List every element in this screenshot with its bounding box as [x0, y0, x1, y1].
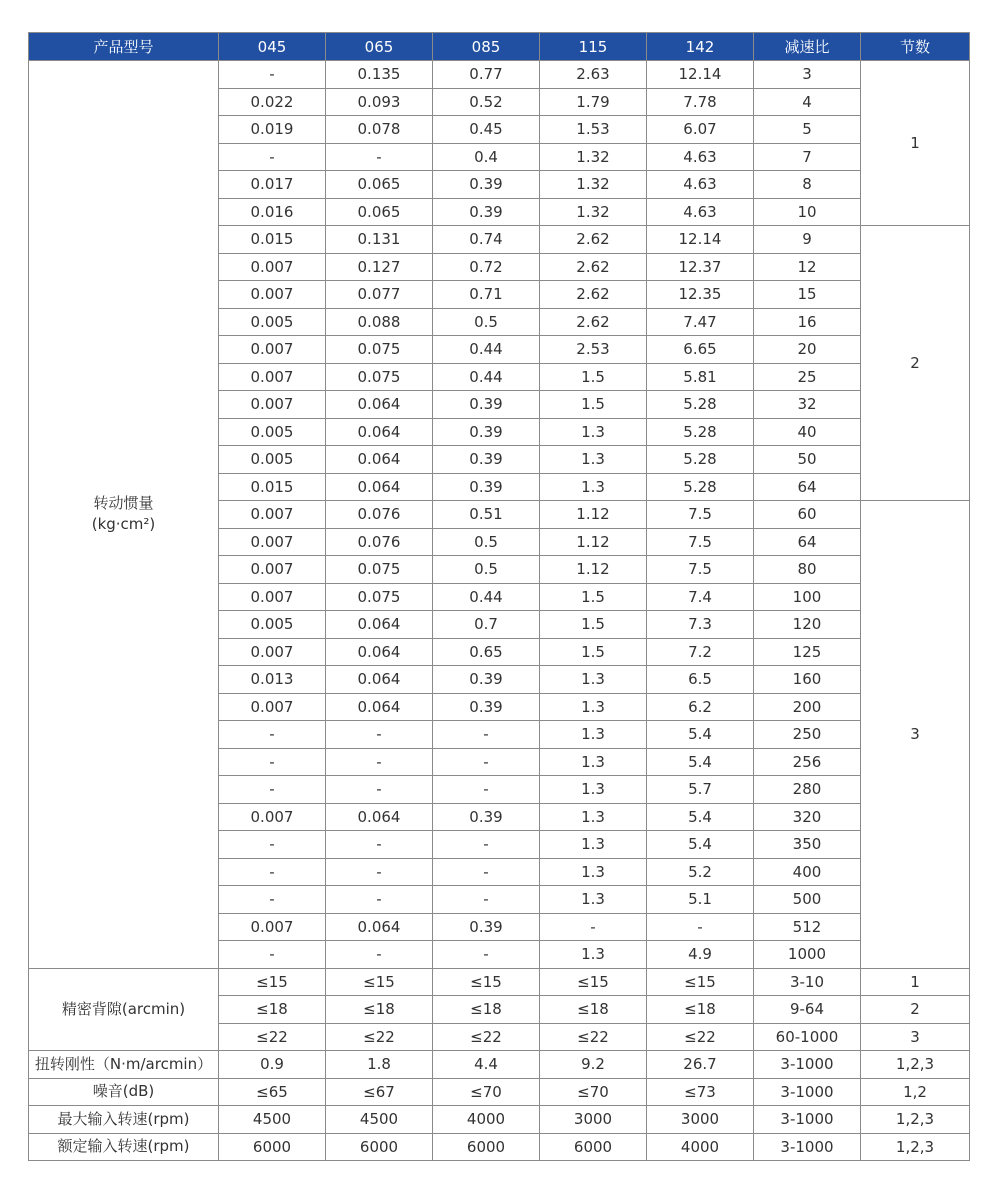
inertia-value-065: - [326, 886, 433, 914]
stage-value: 1 [861, 968, 970, 996]
header-model-065: 065 [326, 33, 433, 61]
inertia-value-045: 0.016 [219, 198, 326, 226]
ratio-value: 60 [754, 501, 861, 529]
inertia-value-085: 0.71 [433, 281, 540, 309]
header-model-115: 115 [540, 33, 647, 61]
ratio-value: 400 [754, 858, 861, 886]
inertia-value-115: 2.62 [540, 253, 647, 281]
inertia-value-115: 2.63 [540, 61, 647, 89]
inertia-value-115: 1.3 [540, 831, 647, 859]
inertia-value-142: 7.4 [647, 583, 754, 611]
inertia-value-085: 0.39 [433, 418, 540, 446]
inertia-value-142: 5.28 [647, 446, 754, 474]
backlash-value-142: ≤15 [647, 968, 754, 996]
inertia-value-045: 0.007 [219, 528, 326, 556]
inertia-label: 转动惯量 [93, 494, 154, 513]
spec-table [28, 32, 970, 1161]
inertia-value-142: 7.5 [647, 528, 754, 556]
inertia-value-115: 1.79 [540, 88, 647, 116]
inertia-value-065: - [326, 858, 433, 886]
inertia-value-085: - [433, 776, 540, 804]
inertia-value-085: 0.65 [433, 638, 540, 666]
ratio-value: 1000 [754, 941, 861, 969]
inertia-value-085: 0.39 [433, 446, 540, 474]
inertia-value-115: 1.3 [540, 941, 647, 969]
inertia-value-085: - [433, 858, 540, 886]
inertia-value-085: 0.39 [433, 391, 540, 419]
stage-value: 3 [861, 501, 970, 969]
ratio-value: 32 [754, 391, 861, 419]
spec-value-142: 26.7 [647, 1051, 754, 1079]
backlash-value-115: ≤18 [540, 996, 647, 1024]
spec-value-142: ≤73 [647, 1078, 754, 1106]
ratio-value: 500 [754, 886, 861, 914]
table-row [29, 1051, 970, 1079]
inertia-value-085: 0.45 [433, 116, 540, 144]
table-row [29, 61, 970, 89]
inertia-value-065: 0.131 [326, 226, 433, 254]
inertia-value-065: 0.078 [326, 116, 433, 144]
inertia-value-085: 0.39 [433, 693, 540, 721]
header-model-045: 045 [219, 33, 326, 61]
inertia-value-065: 0.075 [326, 363, 433, 391]
inertia-value-142: 5.4 [647, 803, 754, 831]
inertia-value-142: 7.3 [647, 611, 754, 639]
table-row [29, 1133, 970, 1161]
inertia-value-065: 0.076 [326, 528, 433, 556]
inertia-value-085: 0.52 [433, 88, 540, 116]
inertia-value-065: 0.093 [326, 88, 433, 116]
inertia-value-142: 4.9 [647, 941, 754, 969]
ratio-value: 50 [754, 446, 861, 474]
backlash-value-085: ≤15 [433, 968, 540, 996]
inertia-value-115: 2.62 [540, 226, 647, 254]
inertia-value-045: 0.007 [219, 336, 326, 364]
inertia-value-115: 1.53 [540, 116, 647, 144]
inertia-value-045: 0.007 [219, 281, 326, 309]
backlash-value-115: ≤15 [540, 968, 647, 996]
inertia-value-065: 0.064 [326, 446, 433, 474]
inertia-value-115: 1.3 [540, 693, 647, 721]
inertia-value-085: 0.44 [433, 363, 540, 391]
inertia-value-115: 1.3 [540, 473, 647, 501]
ratio-value: 280 [754, 776, 861, 804]
spec-value-065: ≤67 [326, 1078, 433, 1106]
ratio-value: 100 [754, 583, 861, 611]
inertia-value-142: 6.5 [647, 666, 754, 694]
inertia-value-142: 4.63 [647, 143, 754, 171]
inertia-value-085: 0.39 [433, 666, 540, 694]
inertia-value-085: - [433, 886, 540, 914]
spec-value-085: ≤70 [433, 1078, 540, 1106]
ratio-value: 12 [754, 253, 861, 281]
inertia-value-142: 6.2 [647, 693, 754, 721]
backlash-value-045: ≤15 [219, 968, 326, 996]
ratio-value: 64 [754, 528, 861, 556]
spec-value-065: 1.8 [326, 1051, 433, 1079]
inertia-value-142: 6.07 [647, 116, 754, 144]
spec-label: 噪音(dB) [29, 1078, 219, 1106]
inertia-value-065: - [326, 776, 433, 804]
backlash-value-065: ≤15 [326, 968, 433, 996]
inertia-value-142: 5.4 [647, 721, 754, 749]
inertia-value-045: 0.007 [219, 556, 326, 584]
stage-value: 2 [861, 996, 970, 1024]
spec-value-065: 6000 [326, 1133, 433, 1161]
spec-label: 额定输入转速(rpm) [29, 1133, 219, 1161]
inertia-value-045: 0.007 [219, 363, 326, 391]
inertia-value-085: 0.4 [433, 143, 540, 171]
spec-value-142: 4000 [647, 1133, 754, 1161]
ratio-value: 3-10 [754, 968, 861, 996]
ratio-value: 64 [754, 473, 861, 501]
backlash-value-115: ≤22 [540, 1023, 647, 1051]
inertia-value-085: - [433, 941, 540, 969]
inertia-value-065: 0.064 [326, 666, 433, 694]
inertia-value-142: 7.2 [647, 638, 754, 666]
inertia-value-065: 0.064 [326, 693, 433, 721]
inertia-value-142: 7.47 [647, 308, 754, 336]
ratio-value: 5 [754, 116, 861, 144]
spec-value-142: 3000 [647, 1106, 754, 1134]
ratio-value: 80 [754, 556, 861, 584]
backlash-value-065: ≤18 [326, 996, 433, 1024]
inertia-value-085: 0.7 [433, 611, 540, 639]
inertia-value-045: - [219, 831, 326, 859]
inertia-value-045: 0.007 [219, 501, 326, 529]
spec-value-045: ≤65 [219, 1078, 326, 1106]
ratio-value: 3-1000 [754, 1106, 861, 1134]
inertia-value-045: - [219, 886, 326, 914]
inertia-value-065: 0.064 [326, 638, 433, 666]
inertia-value-115: 1.32 [540, 143, 647, 171]
backlash-value-065: ≤22 [326, 1023, 433, 1051]
ratio-value: 512 [754, 913, 861, 941]
ratio-value: 125 [754, 638, 861, 666]
inertia-value-045: 0.015 [219, 473, 326, 501]
inertia-value-065: - [326, 831, 433, 859]
inertia-value-115: 1.3 [540, 418, 647, 446]
ratio-value: 20 [754, 336, 861, 364]
inertia-value-142: 7.5 [647, 556, 754, 584]
stage-value: 2 [861, 226, 970, 501]
spec-value-045: 4500 [219, 1106, 326, 1134]
inertia-value-045: 0.007 [219, 638, 326, 666]
backlash-value-085: ≤18 [433, 996, 540, 1024]
stage-value: 1,2,3 [861, 1106, 970, 1134]
inertia-value-142: 5.1 [647, 886, 754, 914]
inertia-value-045: 0.022 [219, 88, 326, 116]
header-model-085: 085 [433, 33, 540, 61]
header-product-model: 产品型号 [29, 33, 219, 61]
inertia-value-085: 0.39 [433, 198, 540, 226]
inertia-value-142: 12.37 [647, 253, 754, 281]
inertia-value-065: - [326, 721, 433, 749]
ratio-value: 160 [754, 666, 861, 694]
inertia-value-045: - [219, 858, 326, 886]
inertia-value-065: 0.127 [326, 253, 433, 281]
inertia-value-045: 0.007 [219, 253, 326, 281]
inertia-value-142: 7.5 [647, 501, 754, 529]
backlash-value-142: ≤22 [647, 1023, 754, 1051]
inertia-value-085: 0.77 [433, 61, 540, 89]
inertia-value-115: 1.12 [540, 501, 647, 529]
inertia-value-065: 0.135 [326, 61, 433, 89]
inertia-value-045: 0.007 [219, 693, 326, 721]
ratio-value: 350 [754, 831, 861, 859]
inertia-value-115: 1.32 [540, 171, 647, 199]
ratio-value: 40 [754, 418, 861, 446]
inertia-value-115: 1.3 [540, 446, 647, 474]
table-body [29, 61, 970, 1161]
inertia-value-142: 5.4 [647, 748, 754, 776]
inertia-value-115: 1.3 [540, 776, 647, 804]
inertia-label-cell [29, 61, 219, 969]
inertia-value-142: 4.63 [647, 171, 754, 199]
ratio-value: 256 [754, 748, 861, 776]
inertia-value-065: 0.076 [326, 501, 433, 529]
inertia-value-045: 0.017 [219, 171, 326, 199]
stage-value: 1 [861, 61, 970, 226]
inertia-value-142: - [647, 913, 754, 941]
backlash-value-142: ≤18 [647, 996, 754, 1024]
inertia-value-045: 0.007 [219, 391, 326, 419]
ratio-value: 3-1000 [754, 1078, 861, 1106]
inertia-value-045: - [219, 941, 326, 969]
inertia-value-115: 1.3 [540, 721, 647, 749]
inertia-value-085: 0.39 [433, 803, 540, 831]
inertia-value-142: 5.7 [647, 776, 754, 804]
inertia-value-085: 0.44 [433, 336, 540, 364]
header-stages: 节数 [861, 33, 970, 61]
inertia-value-115: 1.3 [540, 858, 647, 886]
inertia-value-045: 0.007 [219, 803, 326, 831]
ratio-value: 3-1000 [754, 1051, 861, 1079]
header-row [29, 33, 970, 61]
table-row [29, 1078, 970, 1106]
inertia-value-045: - [219, 143, 326, 171]
inertia-value-085: 0.5 [433, 556, 540, 584]
ratio-value: 120 [754, 611, 861, 639]
spec-value-085: 4.4 [433, 1051, 540, 1079]
inertia-value-065: - [326, 748, 433, 776]
inertia-value-115: 1.3 [540, 666, 647, 694]
inertia-value-115: 1.5 [540, 363, 647, 391]
inertia-unit: (kg·cm²) [91, 515, 156, 534]
inertia-value-045: 0.015 [219, 226, 326, 254]
stage-value: 1,2,3 [861, 1133, 970, 1161]
inertia-value-085: 0.72 [433, 253, 540, 281]
inertia-value-085: 0.5 [433, 528, 540, 556]
inertia-value-085: - [433, 748, 540, 776]
backlash-label: 精密背隙(arcmin) [29, 968, 219, 1051]
ratio-value: 15 [754, 281, 861, 309]
inertia-value-115: - [540, 913, 647, 941]
inertia-value-142: 5.28 [647, 473, 754, 501]
backlash-value-045: ≤18 [219, 996, 326, 1024]
inertia-value-115: 1.5 [540, 583, 647, 611]
spec-value-115: 6000 [540, 1133, 647, 1161]
ratio-value: 320 [754, 803, 861, 831]
inertia-value-065: 0.064 [326, 391, 433, 419]
inertia-value-085: - [433, 831, 540, 859]
inertia-value-045: - [219, 748, 326, 776]
inertia-value-115: 1.3 [540, 748, 647, 776]
inertia-value-065: 0.075 [326, 556, 433, 584]
spec-value-115: 3000 [540, 1106, 647, 1134]
ratio-value: 16 [754, 308, 861, 336]
inertia-value-115: 2.62 [540, 308, 647, 336]
stage-value: 1,2 [861, 1078, 970, 1106]
ratio-value: 3-1000 [754, 1133, 861, 1161]
inertia-value-085: - [433, 721, 540, 749]
inertia-value-085: 0.39 [433, 473, 540, 501]
spec-value-045: 0.9 [219, 1051, 326, 1079]
inertia-value-045: 0.005 [219, 611, 326, 639]
inertia-value-115: 1.5 [540, 638, 647, 666]
inertia-value-142: 12.35 [647, 281, 754, 309]
inertia-value-065: 0.064 [326, 913, 433, 941]
spec-label: 扭转刚性（N·m/arcmin） [29, 1051, 219, 1079]
inertia-value-065: 0.065 [326, 171, 433, 199]
inertia-value-045: - [219, 776, 326, 804]
ratio-value: 9 [754, 226, 861, 254]
inertia-value-142: 12.14 [647, 226, 754, 254]
backlash-value-085: ≤22 [433, 1023, 540, 1051]
inertia-value-115: 2.53 [540, 336, 647, 364]
ratio-value: 8 [754, 171, 861, 199]
inertia-value-065: 0.065 [326, 198, 433, 226]
spec-value-045: 6000 [219, 1133, 326, 1161]
inertia-value-142: 4.63 [647, 198, 754, 226]
ratio-value: 60-1000 [754, 1023, 861, 1051]
ratio-value: 200 [754, 693, 861, 721]
ratio-value: 4 [754, 88, 861, 116]
inertia-value-115: 1.32 [540, 198, 647, 226]
inertia-value-065: 0.088 [326, 308, 433, 336]
inertia-value-085: 0.39 [433, 171, 540, 199]
inertia-value-115: 1.12 [540, 556, 647, 584]
inertia-value-045: 0.005 [219, 308, 326, 336]
spec-value-085: 6000 [433, 1133, 540, 1161]
ratio-value: 25 [754, 363, 861, 391]
inertia-value-045: 0.019 [219, 116, 326, 144]
header-model-142: 142 [647, 33, 754, 61]
inertia-value-142: 5.28 [647, 391, 754, 419]
inertia-value-142: 5.81 [647, 363, 754, 391]
inertia-value-045: 0.007 [219, 913, 326, 941]
spec-value-115: 9.2 [540, 1051, 647, 1079]
inertia-value-085: 0.39 [433, 913, 540, 941]
inertia-value-045: - [219, 721, 326, 749]
header-ratio: 减速比 [754, 33, 861, 61]
inertia-value-115: 1.5 [540, 391, 647, 419]
backlash-value-045: ≤22 [219, 1023, 326, 1051]
stage-value: 1,2,3 [861, 1051, 970, 1079]
spec-value-115: ≤70 [540, 1078, 647, 1106]
inertia-value-142: 6.65 [647, 336, 754, 364]
inertia-value-142: 7.78 [647, 88, 754, 116]
inertia-value-065: 0.064 [326, 611, 433, 639]
inertia-value-045: 0.005 [219, 418, 326, 446]
inertia-value-065: 0.064 [326, 803, 433, 831]
inertia-value-065: 0.077 [326, 281, 433, 309]
inertia-value-115: 1.12 [540, 528, 647, 556]
inertia-value-115: 1.3 [540, 886, 647, 914]
inertia-value-142: 5.4 [647, 831, 754, 859]
inertia-value-045: 0.013 [219, 666, 326, 694]
inertia-value-065: 0.064 [326, 418, 433, 446]
inertia-value-065: 0.075 [326, 583, 433, 611]
stage-value: 3 [861, 1023, 970, 1051]
ratio-value: 10 [754, 198, 861, 226]
inertia-value-115: 2.62 [540, 281, 647, 309]
table-row [29, 1106, 970, 1134]
inertia-value-142: 5.28 [647, 418, 754, 446]
ratio-value: 7 [754, 143, 861, 171]
ratio-value: 3 [754, 61, 861, 89]
inertia-value-085: 0.74 [433, 226, 540, 254]
inertia-value-065: 0.064 [326, 473, 433, 501]
inertia-value-085: 0.51 [433, 501, 540, 529]
inertia-value-115: 1.5 [540, 611, 647, 639]
spec-label: 最大输入转速(rpm) [29, 1106, 219, 1134]
inertia-value-045: 0.007 [219, 583, 326, 611]
inertia-value-045: - [219, 61, 326, 89]
inertia-value-085: 0.44 [433, 583, 540, 611]
ratio-value: 9-64 [754, 996, 861, 1024]
inertia-value-142: 5.2 [647, 858, 754, 886]
inertia-value-065: - [326, 143, 433, 171]
inertia-value-115: 1.3 [540, 803, 647, 831]
inertia-value-065: 0.075 [326, 336, 433, 364]
spec-value-085: 4000 [433, 1106, 540, 1134]
inertia-value-045: 0.005 [219, 446, 326, 474]
inertia-value-065: - [326, 941, 433, 969]
spec-value-065: 4500 [326, 1106, 433, 1134]
inertia-value-085: 0.5 [433, 308, 540, 336]
table-row [29, 968, 970, 996]
ratio-value: 250 [754, 721, 861, 749]
inertia-value-142: 12.14 [647, 61, 754, 89]
